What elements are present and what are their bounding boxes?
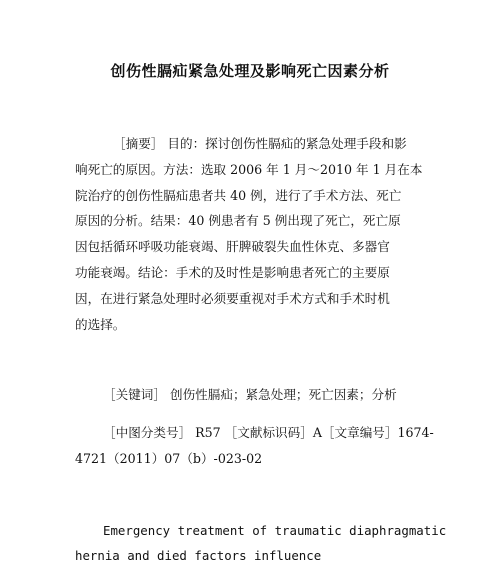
abstract-line: 院治疗的创伤性膈疝患者共 40 例，进行了手术方法、死亡 (75, 187, 402, 203)
classification-block (75, 420, 443, 472)
abstract-line: 响死亡的原因。方法：选取 2006 年 1 月～2010 年 1 月在本 (75, 161, 423, 177)
abstract-paragraph (75, 131, 435, 337)
classification-line-2: 4721（2011）07（b）-023-02 (75, 450, 263, 466)
english-title (75, 518, 447, 568)
english-title-line-2: hernia and died factors influence (75, 548, 322, 563)
abstract-line: 原因的分析。结果：40 例患者有 5 例出现了死亡，死亡原 (75, 213, 401, 229)
abstract-line: 因，在进行紧急处理时必须要重视对手术方式和手术时机 (75, 290, 390, 306)
abstract-line: ［摘要］ 目的：探讨创伤性膈疝的紧急处理手段和影 (113, 136, 407, 151)
keywords-line: ［关键词］ 创伤性膈疝；紧急处理；死亡因素；分析 (103, 387, 397, 402)
abstract-line: 的选择。 (75, 316, 126, 332)
classification-line-1: ［中图分类号］ R57 ［文献标识码］A［文章编号］1674- (103, 425, 434, 440)
abstract-line: 因包括循环呼吸功能衰竭、肝脾破裂失血性休克、多器官 (75, 239, 390, 255)
paper-title: 创伤性膈疝紧急处理及影响死亡因素分析 (110, 62, 390, 80)
english-title-line-1: Emergency treatment of traumatic diaphragmatic (103, 523, 447, 538)
abstract-line: 功能衰竭。结论：手术的及时性是影响患者死亡的主要原 (75, 264, 390, 280)
